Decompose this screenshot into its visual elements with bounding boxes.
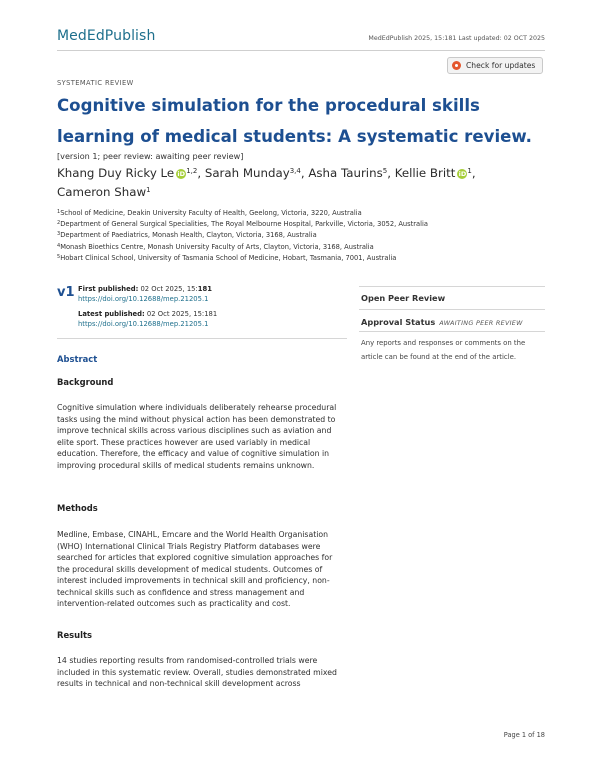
approval-value: AWAITING PEER REVIEW <box>439 319 523 327</box>
abstract-heading: Abstract <box>57 354 98 364</box>
latest-published: Latest published: 02 Oct 2025, 15:181 https://doi.org/10.12688/mep.21205.1 <box>78 310 218 328</box>
header-divider <box>57 50 545 51</box>
background-text: Cognitive simulation where individuals deliberately rehearse procedural tasks using the mind without physical action has been demonstrated to improve technical skills across various disciplines such as aviation and elite sport. These practices however are used variably in medical education. Therefore, the efficacy and value of cognitive simulation in improving procedural skills of medical students remains unknown. <box>57 403 337 470</box>
approval-status: Approval Status AWAITING PEER REVIEW <box>361 317 523 327</box>
affiliations <box>57 208 428 264</box>
peer-review-divider <box>359 309 545 310</box>
methods-text: Medline, Embase, CINAHL, Emcare and the World Health Organisation (WHO) International Clinical Trials Registry Platform databases were searched for articles that explored cognitive simulation approaches for the procedural skills development of medical students. Outcomes of interest included improvements in technical skill and proficiency, non-technical skills such as confidence and stress management and intervention-related outcomes such as practicality and cost. <box>57 530 333 609</box>
page-number: Page 1 of 18 <box>503 731 545 739</box>
version-badge: v1 <box>57 285 75 300</box>
author-name[interactable]: Sarah Munday <box>204 166 290 180</box>
peer-review-divider <box>359 331 545 332</box>
affiliation: $^2$Department of General Surgical Specialities, The Royal Melbourne Hospital, Parkville, Victoria, 3052, Australia <box>57 220 428 229</box>
author-name[interactable]: Asha Taurins <box>308 166 383 180</box>
results-text: 14 studies reporting results from randomised-controlled trials were included in this systematic review. Overall, studies demonstrated mixed results in technical and non-technical skill development across <box>57 656 337 689</box>
affiliation: $^3$Department of Paediatrics, Monash Health, Clayton, Victoria, 3168, Australia <box>57 231 317 240</box>
peer-review-note: Any reports and responses or comments on the article can be found at the end of the article. <box>361 339 526 361</box>
author-affiliation-ref: 3,4 <box>289 167 301 175</box>
peer-review-title: Open Peer Review <box>361 293 446 303</box>
affiliation: $^5$Hobart Clinical School, University of Tasmania School of Medicine, Hobart, Tasmania, 7001, Australia <box>57 253 397 262</box>
results-heading: Results <box>57 630 92 640</box>
author-affiliation-ref: 5 <box>382 167 388 175</box>
author-list: Khang Duy Ricky Le iD$^{1,2}$, Sarah Munday$^{3,4}$, Asha Taurins$^5$, Kellie Britt $iD^1$, Cameron Shaw$^1$ <box>57 166 476 199</box>
author-name[interactable]: Kellie Britt <box>394 166 456 180</box>
article-title: Cognitive simulation for the procedural skills learning of medical students: A systematic review. <box>57 96 532 146</box>
first-published: First published: 02 Oct 2025, 15:181 https://doi.org/10.12688/mep.21205.1 <box>78 285 212 303</box>
version-note: [version 1; peer review: awaiting peer review] <box>57 151 244 161</box>
background-heading: Background <box>57 377 114 387</box>
author-name[interactable]: Cameron Shaw <box>57 185 147 199</box>
latest-doi-link[interactable]: https://doi.org/10.12688/mep.21205.1 <box>78 319 209 328</box>
peer-review-box <box>359 286 545 287</box>
check-for-updates-label: Check for updates <box>466 61 536 70</box>
check-for-updates-button[interactable] <box>447 57 543 74</box>
article-type: SYSTEMATIC REVIEW <box>57 79 134 87</box>
first-doi-link[interactable]: https://doi.org/10.12688/mep.21205.1 <box>78 294 209 303</box>
crossmark-icon <box>452 61 461 70</box>
author-affiliation-ref: 1 <box>146 186 151 194</box>
author-affiliation-ref: 1,2 <box>186 167 198 175</box>
affiliation: $^1$School of Medicine, Deakin University Faculty of Health, Geelong, Victoria, 3220, Australia <box>57 209 362 217</box>
author-affiliation-ref: 1 <box>467 167 472 175</box>
affiliation: $^4$Monash Bioethics Centre, Monash University Faculty of Arts, Clayton, Victoria, 3168, Australia <box>57 242 374 251</box>
author-name[interactable]: Khang Duy Ricky Le <box>57 166 175 180</box>
journal-brand[interactable]: MedEdPublish <box>57 28 156 44</box>
running-head: MedEdPublish 2025, 15:181 Last updated: 02 OCT 2025 <box>368 35 545 42</box>
left-divider <box>57 338 347 339</box>
orcid-icon[interactable]: iD <box>458 170 467 178</box>
orcid-icon[interactable]: iD <box>177 170 185 178</box>
methods-heading: Methods <box>57 503 98 513</box>
